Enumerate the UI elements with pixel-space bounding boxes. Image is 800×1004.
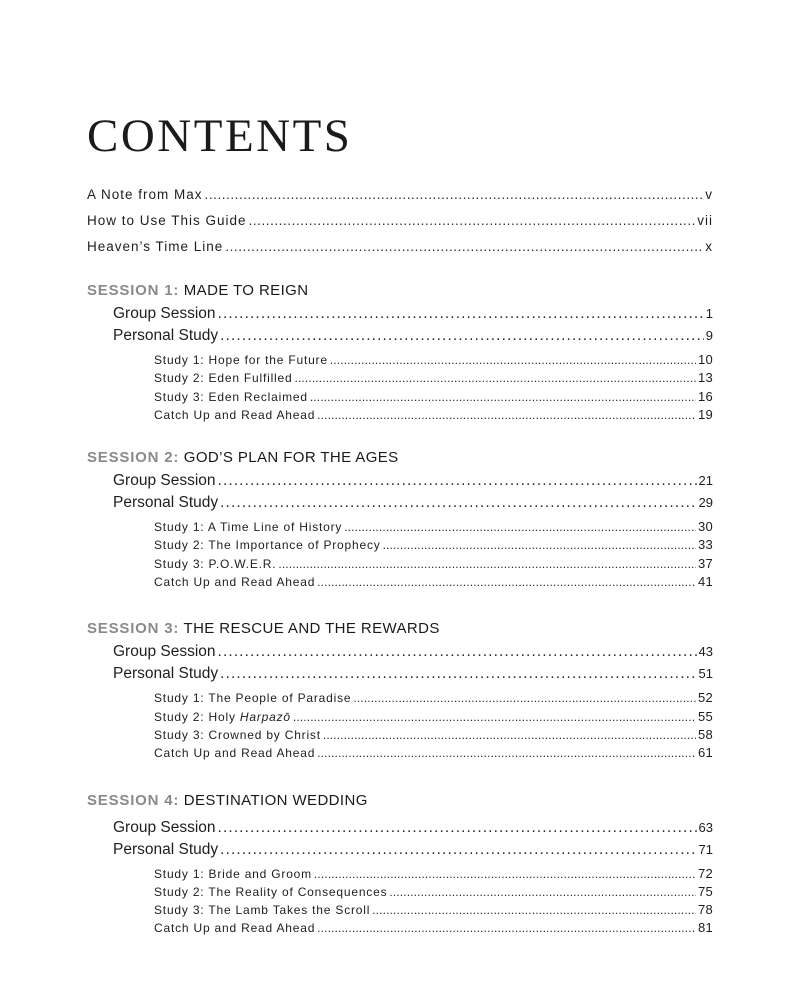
dot-leader — [220, 839, 696, 861]
toc-entry-study[interactable] — [87, 518, 713, 536]
toc-page-number: 52 — [697, 690, 713, 706]
dot-leader — [330, 351, 696, 369]
dot-leader — [218, 641, 697, 663]
toc-entry-label: Group Session — [113, 472, 216, 490]
toc-page-number: 13 — [697, 370, 713, 386]
toc-entry-study[interactable] — [87, 744, 713, 762]
session-3-section — [87, 617, 713, 762]
toc-entry-label: Study 1: The People of Paradise — [154, 691, 352, 706]
toc-page-number: 72 — [697, 865, 713, 881]
dot-leader — [218, 470, 697, 492]
toc-entry-label: Heaven’s Time Line — [87, 239, 224, 254]
toc-page-number: 81 — [697, 920, 713, 936]
dot-leader — [317, 406, 696, 424]
toc-entry-label: Study 1: Hope for the Future — [154, 353, 328, 367]
dot-leader — [220, 663, 696, 685]
toc-entry-personal-study[interactable] — [87, 839, 713, 861]
dot-leader — [218, 303, 704, 325]
toc-entry-study[interactable] — [87, 708, 713, 726]
toc-page-number: 9 — [705, 328, 713, 343]
toc-entry-label: Study 3: P.O.W.E.R. — [154, 556, 277, 571]
toc-entry-study[interactable] — [87, 369, 713, 387]
toc-page-number: 75 — [697, 883, 713, 899]
toc-entry-study[interactable] — [87, 865, 713, 883]
toc-page-number: 51 — [698, 666, 713, 682]
toc-entry-label: Study 3: The Lamb Takes the Scroll — [154, 903, 371, 918]
toc-entry-label: Study 1: A Time Line of History — [154, 520, 343, 535]
session-heading — [87, 446, 713, 470]
toc-page-number: 43 — [698, 644, 713, 660]
toc-page-number: v — [705, 187, 713, 202]
toc-entry-label: Study 3: Eden Reclaimed — [154, 389, 308, 404]
dot-leader — [389, 883, 696, 901]
toc-entry-label: Personal Study — [113, 327, 219, 344]
dot-leader — [372, 901, 696, 919]
dot-leader — [249, 208, 696, 234]
toc-entry-study[interactable] — [87, 555, 713, 573]
toc-entry-study[interactable] — [87, 726, 713, 744]
toc-entry-label: Group Session — [113, 305, 216, 322]
dot-leader — [278, 555, 696, 573]
dot-leader — [344, 518, 696, 536]
session-number: SESSION 1: — [87, 282, 180, 299]
dot-leader — [317, 744, 696, 762]
toc-entry-study[interactable] — [87, 536, 713, 554]
toc-page-number: 1 — [705, 306, 713, 321]
session-title: GOD’S PLAN FOR THE AGES — [183, 449, 399, 467]
toc-page-number: 30 — [697, 519, 713, 535]
session-4-section — [87, 789, 713, 938]
toc-entry-label: Study 2: The Importance of Prophecy — [154, 538, 381, 553]
toc-page-number: 21 — [698, 473, 713, 489]
toc-page-number: 41 — [697, 574, 713, 590]
toc-entry-label — [154, 708, 291, 726]
toc-page-number: 55 — [697, 708, 713, 724]
toc-entry-label: Catch Up and Read Ahead — [154, 407, 316, 422]
dot-leader — [383, 536, 696, 554]
toc-entry-study[interactable] — [87, 883, 713, 901]
toc-entry-label: How to Use This Guide — [87, 213, 247, 228]
toc-page-number: 16 — [697, 388, 713, 404]
toc-entry-study[interactable] — [87, 406, 713, 424]
toc-entry-label: Study 1: Bride and Groom — [154, 866, 312, 881]
toc-entry-label: Catch Up and Read Ahead — [154, 575, 316, 590]
toc-entry[interactable] — [87, 208, 713, 234]
toc-entry-group-session[interactable] — [87, 303, 713, 325]
toc-entry-personal-study[interactable] — [87, 492, 713, 514]
page-title: CONTENTS — [87, 110, 353, 162]
dot-leader — [317, 919, 696, 937]
session-1-section — [87, 279, 713, 424]
toc-page-number: 37 — [697, 555, 713, 571]
toc-entry-study[interactable] — [87, 388, 713, 406]
toc-entry-label: Personal Study — [113, 665, 219, 683]
toc-page-number: vii — [697, 213, 713, 228]
toc-entry-label: Group Session — [113, 818, 216, 836]
toc-page-number: x — [705, 239, 713, 254]
toc-page-number: 63 — [698, 819, 713, 835]
session-title: THE RESCUE AND THE REWARDS — [183, 620, 440, 638]
session-title: DESTINATION WEDDING — [183, 791, 368, 809]
session-number: SESSION 4: — [87, 791, 180, 809]
dot-leader — [220, 492, 696, 514]
dot-leader — [317, 573, 696, 591]
toc-entry-label: Group Session — [113, 643, 216, 661]
front-matter-list — [87, 182, 713, 260]
contents-page — [87, 108, 713, 938]
toc-page-number: 78 — [697, 902, 713, 918]
toc-entry-label: Catch Up and Read Ahead — [154, 746, 316, 761]
toc-page-number: 61 — [697, 745, 713, 761]
toc-page-number: 19 — [697, 406, 713, 422]
dot-leader — [314, 865, 696, 883]
session-heading — [87, 279, 713, 303]
study-label-prefix: Study 2: Holy — [154, 709, 240, 724]
toc-entry-label: A Note from Max — [87, 187, 203, 202]
toc-entry-group-session[interactable] — [87, 641, 713, 663]
toc-page-number: 58 — [697, 726, 713, 742]
toc-page-number: 33 — [697, 537, 713, 553]
toc-entry-study[interactable] — [87, 573, 713, 591]
toc-entry-group-session[interactable] — [87, 470, 713, 492]
toc-entry-group-session[interactable] — [87, 817, 713, 839]
toc-entry-label: Personal Study — [113, 840, 219, 858]
toc-entry-label: Catch Up and Read Ahead — [154, 921, 316, 936]
dot-leader — [310, 388, 696, 406]
toc-entry-personal-study[interactable] — [87, 325, 713, 347]
session-heading — [87, 617, 713, 641]
toc-page-number: 71 — [698, 841, 713, 857]
toc-page-number: 29 — [698, 495, 713, 511]
toc-entry[interactable] — [87, 182, 713, 208]
study-label-italic: Harpazō — [239, 709, 291, 724]
dot-leader — [353, 689, 696, 707]
dot-leader — [323, 726, 696, 744]
toc-entry[interactable] — [87, 234, 713, 260]
dot-leader — [225, 234, 703, 260]
toc-entry-label: Personal Study — [113, 494, 219, 512]
session-number: SESSION 2: — [87, 449, 180, 467]
dot-leader — [294, 369, 695, 387]
toc-entry-personal-study[interactable] — [87, 663, 713, 685]
dot-leader — [293, 708, 696, 726]
session-number: SESSION 3: — [87, 620, 180, 638]
dot-leader — [218, 817, 697, 839]
session-title: MADE TO REIGN — [183, 282, 309, 299]
dot-leader — [220, 325, 704, 347]
toc-entry-label: Study 2: The Reality of Consequences — [154, 884, 388, 899]
toc-page-number: 10 — [697, 352, 713, 367]
session-2-section — [87, 446, 713, 591]
toc-entry-study[interactable] — [87, 689, 713, 707]
toc-entry-study[interactable] — [87, 919, 713, 937]
toc-entry-study[interactable] — [87, 901, 713, 919]
session-heading — [87, 789, 713, 813]
toc-entry-label: Study 3: Crowned by Christ — [154, 727, 321, 742]
toc-entry-label: Study 2: Eden Fulfilled — [154, 371, 293, 386]
toc-entry-study[interactable] — [87, 351, 713, 369]
dot-leader — [205, 182, 704, 208]
